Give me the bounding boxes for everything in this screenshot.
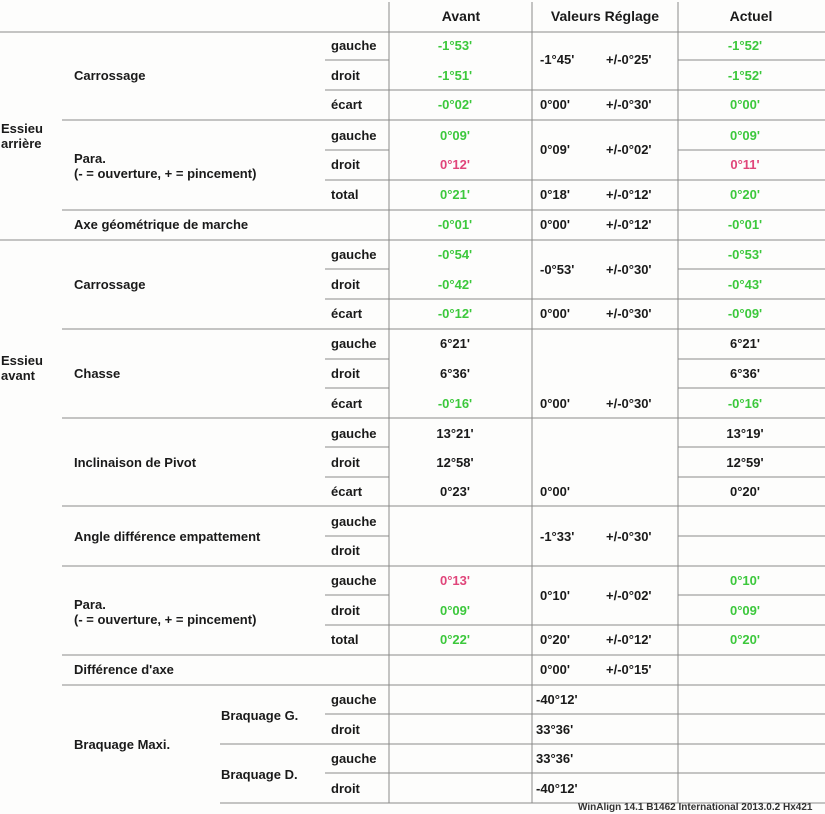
row-sub-label: écart bbox=[331, 97, 363, 112]
group-para-avant: Para. (- = ouverture, + = pincement) bbox=[74, 597, 257, 627]
actuel-value: 0°20' bbox=[730, 187, 760, 202]
reglage-tolerance: +/-0°30' bbox=[606, 306, 652, 321]
row-sub-label: droit bbox=[331, 157, 360, 172]
row-sub-label: droit bbox=[331, 722, 360, 737]
actuel-value: 0°09' bbox=[730, 603, 760, 618]
row-sub-label: gauche bbox=[331, 128, 377, 143]
actuel-value: -0°16' bbox=[727, 396, 763, 411]
avant-value: 0°12' bbox=[440, 157, 470, 172]
software-version-footer: WinAlign 14.1 B1462 International 2013.0.2 Hx421 bbox=[578, 802, 813, 813]
reglage-value: 33°36' bbox=[536, 722, 574, 737]
actuel-value: -0°01' bbox=[727, 217, 763, 232]
actuel-value: 12°59' bbox=[726, 455, 764, 470]
group-braquage-maxi: Braquage Maxi. bbox=[74, 737, 171, 752]
reglage-value: -0°53' bbox=[540, 262, 575, 277]
group-angle-difference-empattement: Angle différence empattement bbox=[74, 529, 261, 544]
reglage-tolerance: +/-0°30' bbox=[606, 396, 652, 411]
group-inclinaison-pivot: Inclinaison de Pivot bbox=[74, 455, 197, 470]
actuel-value: 6°36' bbox=[730, 366, 760, 381]
avant-value: 6°36' bbox=[440, 366, 470, 381]
section-essieu-arriere: Essieu arrière bbox=[1, 121, 43, 151]
row-sub-label: droit bbox=[331, 603, 360, 618]
actuel-value: -1°52' bbox=[727, 38, 763, 53]
reglage-value: 0°18' bbox=[540, 187, 570, 202]
group-para-arriere: Para. (- = ouverture, + = pincement) bbox=[74, 151, 257, 181]
actuel-value: 0°11' bbox=[730, 157, 760, 172]
row-sub-label: droit bbox=[331, 366, 360, 381]
actuel-value: 0°20' bbox=[730, 632, 760, 647]
row-sub-label: droit bbox=[331, 455, 360, 470]
actuel-value: -1°52' bbox=[727, 68, 763, 83]
reglage-tolerance: +/-0°30' bbox=[606, 529, 652, 544]
avant-value: 0°13' bbox=[440, 573, 470, 588]
row-sub-label: gauche bbox=[331, 514, 377, 529]
row-sub-label: gauche bbox=[331, 426, 377, 441]
avant-value: -1°53' bbox=[437, 38, 473, 53]
reglage-tolerance: +/-0°15' bbox=[606, 662, 652, 677]
group-chasse: Chasse bbox=[74, 366, 121, 381]
avant-value: 0°09' bbox=[440, 128, 470, 143]
avant-value: 13°21' bbox=[436, 426, 474, 441]
row-sub-label: total bbox=[331, 632, 359, 647]
group-carrossage-avant: Carrossage bbox=[74, 277, 146, 292]
avant-value: -1°51' bbox=[437, 68, 473, 83]
row-sub-label: droit bbox=[331, 781, 360, 796]
actuel-value: -0°53' bbox=[727, 247, 763, 262]
reglage-tolerance: +/-0°25' bbox=[606, 52, 652, 67]
reglage-value: -40°12' bbox=[536, 692, 578, 707]
group-axe-geometrique: Axe géométrique de marche bbox=[74, 217, 249, 232]
row-sub-label: écart bbox=[331, 396, 363, 411]
reglage-value: 0°00' bbox=[540, 97, 570, 112]
reglage-tolerance: +/-0°02' bbox=[606, 588, 652, 603]
avant-value: 12°58' bbox=[436, 455, 474, 470]
avant-value: -0°42' bbox=[437, 277, 473, 292]
reglage-value: -40°12' bbox=[536, 781, 578, 796]
row-sub-label: gauche bbox=[331, 692, 377, 707]
avant-value: -0°12' bbox=[437, 306, 473, 321]
actuel-value: 0°09' bbox=[730, 128, 760, 143]
row-sub-label: gauche bbox=[331, 336, 377, 351]
row-sub-label: gauche bbox=[331, 38, 377, 53]
row-sub-label: gauche bbox=[331, 751, 377, 766]
avant-value: 0°21' bbox=[440, 187, 470, 202]
actuel-value: 6°21' bbox=[730, 336, 760, 351]
reglage-value: -1°45' bbox=[540, 52, 575, 67]
avant-value: 0°09' bbox=[440, 603, 470, 618]
group-carrossage-arriere: Carrossage bbox=[74, 68, 146, 83]
row-sub-label: droit bbox=[331, 68, 360, 83]
header-avant: Avant bbox=[441, 8, 481, 24]
row-sub-label: droit bbox=[331, 277, 360, 292]
reglage-value: 0°00' bbox=[540, 306, 570, 321]
reglage-value: -1°33' bbox=[540, 529, 575, 544]
avant-value: -0°01' bbox=[437, 217, 473, 232]
actuel-value: 0°10' bbox=[730, 573, 760, 588]
reglage-tolerance: +/-0°12' bbox=[606, 632, 652, 647]
reglage-tolerance: +/-0°12' bbox=[606, 187, 652, 202]
actuel-value: -0°09' bbox=[727, 306, 763, 321]
reglage-value: 0°00' bbox=[540, 396, 570, 411]
actuel-value: -0°43' bbox=[727, 277, 763, 292]
reglage-tolerance: +/-0°02' bbox=[606, 142, 652, 157]
avant-value: -0°54' bbox=[437, 247, 473, 262]
avant-value: -0°16' bbox=[437, 396, 473, 411]
reglage-value: 0°00' bbox=[540, 217, 570, 232]
section-essieu-avant: Essieu avant bbox=[1, 353, 43, 383]
row-sub-label: gauche bbox=[331, 247, 377, 262]
row-sub-label: écart bbox=[331, 306, 363, 321]
reglage-value: 33°36' bbox=[536, 751, 574, 766]
reglage-tolerance: +/-0°12' bbox=[606, 217, 652, 232]
group-difference-axe: Différence d'axe bbox=[74, 662, 174, 677]
reglage-value: 0°00' bbox=[540, 484, 570, 499]
avant-value: 6°21' bbox=[440, 336, 470, 351]
row-sub-label: écart bbox=[331, 484, 363, 499]
reglage-tolerance: +/-0°30' bbox=[606, 97, 652, 112]
reglage-value: 0°10' bbox=[540, 588, 570, 603]
row-sub-label: total bbox=[331, 187, 359, 202]
actuel-value: 13°19' bbox=[726, 426, 764, 441]
row-sub-label: droit bbox=[331, 543, 360, 558]
actuel-value: 0°00' bbox=[730, 97, 760, 112]
actuel-value: 0°20' bbox=[730, 484, 760, 499]
header-actuel: Actuel bbox=[729, 8, 773, 24]
avant-value: 0°23' bbox=[440, 484, 470, 499]
reglage-value: 0°20' bbox=[540, 632, 570, 647]
avant-value: -0°02' bbox=[437, 97, 473, 112]
reglage-value: 0°09' bbox=[540, 142, 570, 157]
group-braquage-d: Braquage D. bbox=[221, 767, 298, 782]
row-sub-label: gauche bbox=[331, 573, 377, 588]
reglage-value: 0°00' bbox=[540, 662, 570, 677]
group-braquage-g: Braquage G. bbox=[221, 708, 299, 723]
avant-value: 0°22' bbox=[440, 632, 470, 647]
reglage-tolerance: +/-0°30' bbox=[606, 262, 652, 277]
header-valeurs-reglage: Valeurs Réglage bbox=[550, 8, 660, 24]
